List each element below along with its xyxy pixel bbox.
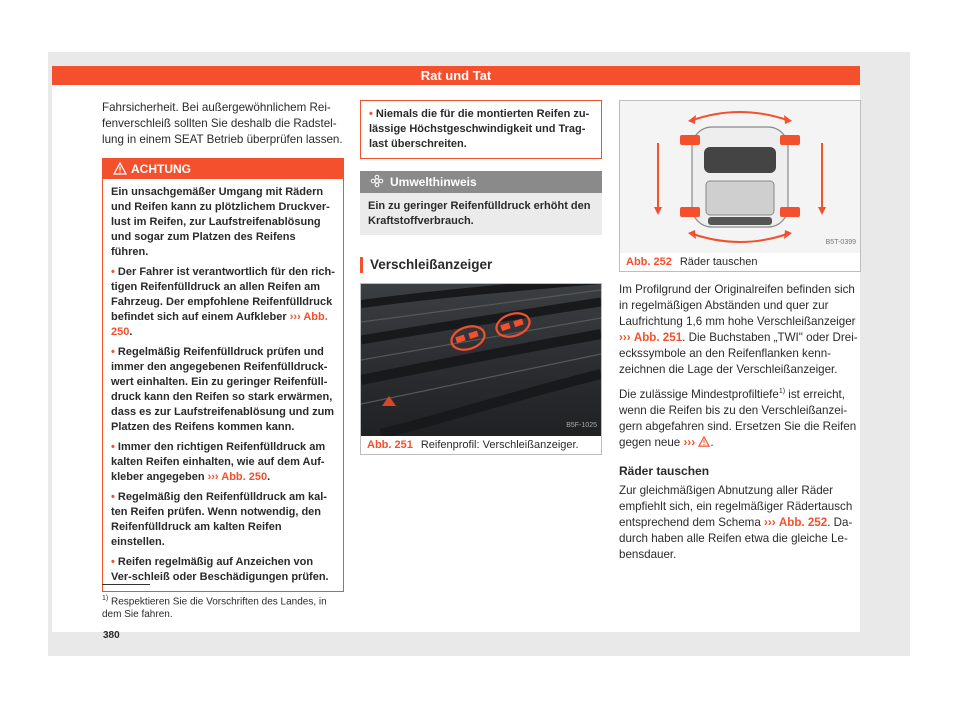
warning-bullet-4 xyxy=(111,490,335,550)
warning-bullet-4-text: Regelmäßig den Reifenfülldruck am kal-ten Reifen prüfen. Wenn notwendig, den Reifenfülldruck am kalten Reifen einstellen. xyxy=(111,491,327,548)
figure-caption xyxy=(361,436,601,454)
link-abb-250[interactable]: Abb. 250 xyxy=(111,311,328,338)
figure-code: B5T-0399 xyxy=(825,239,856,246)
environment-note xyxy=(360,171,602,235)
warning-bullet-3: • Immer den richtigen Reifenfülldruck am kalten Reifen einhalten, wie auf dem Auf-kleber angegeben ››› Abb. 250. xyxy=(111,441,326,483)
warning-triangle-link-icon[interactable] xyxy=(698,436,710,447)
figure-252 xyxy=(619,100,861,272)
bullet-mark: • xyxy=(369,108,373,120)
link-arrow: ››› xyxy=(207,471,219,483)
warning-box xyxy=(102,158,344,592)
intro-paragraph: Fahrsicherheit. Bei außergewöhnlichem Rei-fenverschleiß sollten Sie deshalb die Radstel-lung in einem SEAT Betrieb überprüfen lassen. xyxy=(102,101,343,146)
tire-tread-image xyxy=(361,284,601,436)
paragraph-3 xyxy=(619,483,861,563)
footnote-ref[interactable]: 1) xyxy=(778,388,786,395)
environment-flower-icon xyxy=(370,174,384,188)
warning-bullet-1-text: Der Fahrer ist verantwortlich für den rich-tigen Reifenfülldruck an allen Reifen am Fahrzeug. Der empfohlene Reifenfülldruck befindet sich auf einem Aufkleber xyxy=(111,266,335,323)
paragraph-2-text-end: ist erreicht, wenn die Reifen bis zu den Verschleißanzei-gern abgefahren sind. Ersetzen Sie die Reifen gegen neue xyxy=(619,387,857,449)
warning-body xyxy=(103,179,343,591)
link-arrow: ››› xyxy=(619,331,631,344)
bullet-mark: • xyxy=(111,491,115,503)
paragraph-1-text: Im Profilgrund der Originalreifen befinden sich in regelmäßigen Abständen und quer zur Laufrichtung 1,6 mm hohe Verschleißanzeiger xyxy=(619,283,856,328)
link-abb-250[interactable]: Abb. 250 xyxy=(221,471,268,483)
bullet-mark: • xyxy=(111,556,115,568)
warning-bullet-6 xyxy=(369,107,593,152)
warning-bullet-2 xyxy=(111,345,335,435)
bullet-mark: • xyxy=(111,441,115,453)
warning-bullet-5-text: Reifen regelmäßig auf Anzeichen von Ver-schleiß oder Beschädigungen prüfen. xyxy=(111,556,329,583)
warning-title: ACHTUNG xyxy=(131,162,191,176)
figure-251 xyxy=(360,283,602,455)
footnote-mark: 1) xyxy=(102,595,109,602)
warning-bullet-3-text: Immer den richtigen Reifenfülldruck am kalten Reifen einhalten, wie auf dem Auf-kleber angegeben xyxy=(111,441,326,483)
warning-lead: Ein unsachgemäßer Umgang mit Rädern und Reifen kann zu plötzlichem Druckver-lust im Reifen, zur Laufstreifenablösung und sogar zum Platzen des Reifens führen. xyxy=(111,186,330,258)
warning-bullet-2-text: Regelmäßig Reifenfülldruck prüfen und immer den angegebenen Reifenfülldruck-wert einhalten. Ein zu geringer Reifenfüll-druck kann den Reifen so stark erwärmen, dass es zur Laufstreifenablösung und zum Platzen des Reifens kommen kann. xyxy=(111,346,335,433)
environment-title: Umwelthinweis xyxy=(390,175,477,189)
figure-number: Abb. 252 xyxy=(626,256,672,268)
environment-header xyxy=(360,171,602,193)
link-abb-251[interactable]: Abb. 251 xyxy=(633,331,683,344)
warning-header xyxy=(103,159,343,179)
warning-triangle-icon xyxy=(113,162,127,175)
warning-bullet-6-text: Niemals die für die montierten Reifen zu-lässige Höchstgeschwindigkeit und Trag-last überschreiten. xyxy=(369,108,590,150)
section-title: Verschleißanzeiger xyxy=(360,257,602,273)
paragraph-1-text-end: . Die Buchstaben „TWI" oder Drei-eckssymbole an den Reifenflanken kenn-zeichnen die Lage der Verschleißanzeiger. xyxy=(619,331,858,376)
link-arrow: ››› xyxy=(683,435,696,449)
bullet-mark: • xyxy=(111,266,115,278)
column-2 xyxy=(360,100,602,455)
footnote-text: Respektieren Sie die Vorschriften des Landes, in dem Sie fahren. xyxy=(102,596,327,621)
warning-bullet-1: • Der Fahrer ist verantwortlich für den rich-tigen Reifenfülldruck an allen Reifen am Fahrzeug. Der empfohlene Reifenfülldruck befindet sich auf einem Aufkleber ››› Abb. 250. xyxy=(111,266,335,338)
figure-caption xyxy=(620,253,860,271)
footnote xyxy=(102,592,344,621)
paragraph-2-text: Die zulässige Mindestprofiltiefe xyxy=(619,387,779,401)
paragraph-3-text-end: . Da-durch haben alle Reifen etwa die gleiche Le-bensdauer. xyxy=(619,515,853,561)
figure-code: B5F-1025 xyxy=(566,422,597,429)
column-3 xyxy=(619,100,861,569)
page-number: 380 xyxy=(103,630,120,641)
paragraph-2: Die zulässige Mindestprofiltiefe$^{1)}$ ist erreicht, wenn die Reifen bis zu den Verschleißanzei-gern abgefahren sind. Ersetzen Sie die Reifen gegen neue ››› . xyxy=(619,387,857,449)
link-abb-252[interactable]: Abb. 252 xyxy=(778,515,828,529)
footnote-rule xyxy=(102,584,150,585)
paragraph-3-text: Zur gleichmäßigen Abnutzung aller Räder empfiehlt sich, ein regelmäßiger Rädertausch entsprechend dem Schema xyxy=(619,483,853,529)
figure-caption-text: Räder tauschen xyxy=(679,256,758,268)
page-header: Rat und Tat xyxy=(52,66,860,85)
tire-tread-illustration xyxy=(361,284,601,436)
figure-caption-text: Reifenprofil: Verschleißanzeiger. xyxy=(420,439,579,451)
link-arrow: ››› xyxy=(289,311,301,323)
paragraph-1 xyxy=(619,282,861,378)
bullet-mark: • xyxy=(111,346,115,358)
warning-box-continued xyxy=(360,100,602,159)
link-arrow: ››› xyxy=(764,515,776,529)
environment-text: Ein zu geringer Reifenfülldruck erhöht den Kraftstoffverbrauch. xyxy=(368,200,591,227)
warning-continued-body xyxy=(361,101,601,158)
column-1 xyxy=(102,100,344,600)
subheading: Räder tauschen xyxy=(619,463,710,478)
warning-bullet-5 xyxy=(111,555,335,585)
tire-rotation-image xyxy=(620,101,860,253)
tire-rotation-diagram xyxy=(620,101,860,253)
figure-number: Abb. 251 xyxy=(367,439,413,451)
